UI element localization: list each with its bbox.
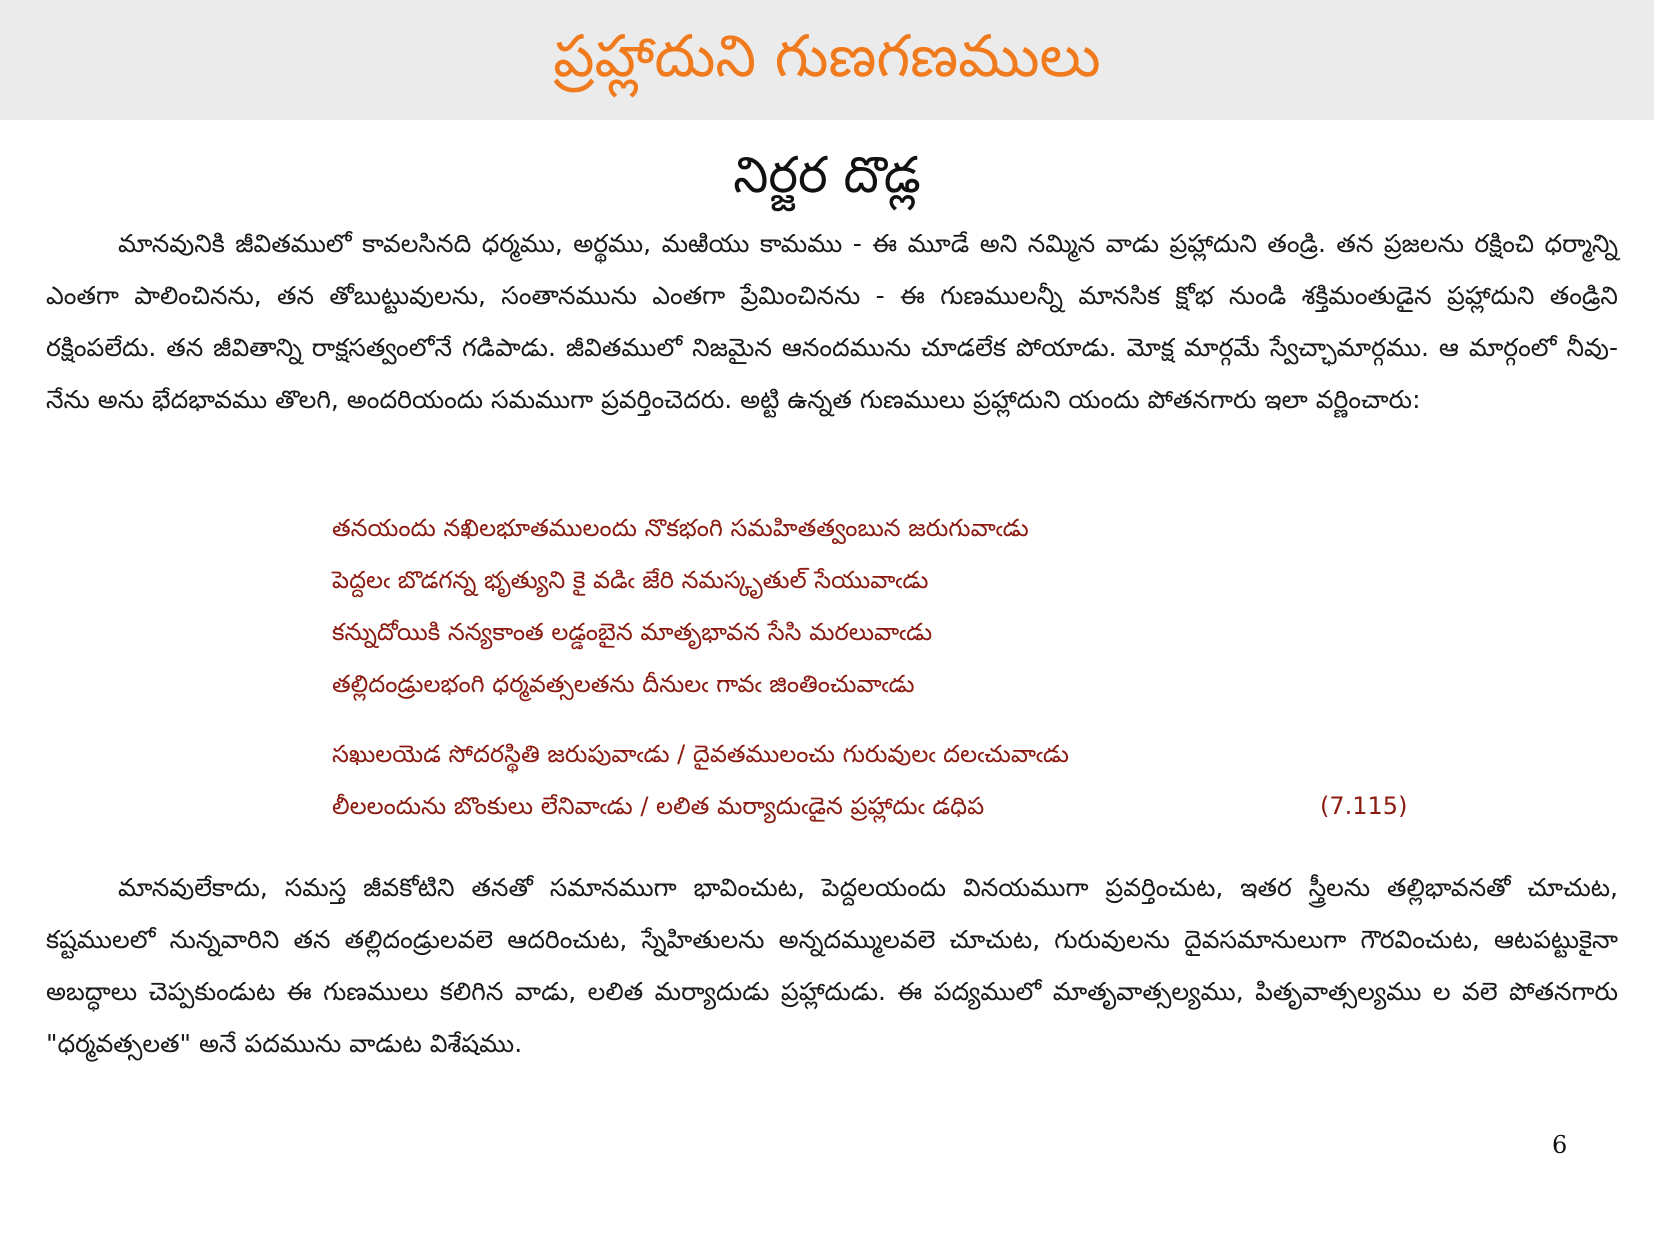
stanza-gap	[332, 710, 1432, 728]
author-name: నిర్జర దొడ్ల	[733, 146, 921, 204]
poem-line: తనయందు నఖిలభూతములందు నొకభంగి సమహితత్వంబున జరుగువాఁడు	[332, 514, 1029, 542]
page-title: ప్రహ్లాదుని గుణగణములు	[553, 22, 1101, 90]
poem-line-last	[332, 780, 1432, 832]
poem-block	[332, 502, 1432, 832]
intro-paragraph: మానవునికి జీవితములో కావలసినది ధర్మము, అర్థము, మఱియు కామము - ఈ మూడే అని నమ్మిన వాడు ప్రహ్లాదుని తండ్రి. తన ప్రజలను రక్షించి ధర్మాన్ని ఎంతగా పాలించినను, తన తోబుట్టువులను, సంతానమును ఎంతగా ప్రేమించినను - ఈ గుణములన్నీ మానసిక క్షోభ నుండి శక్తిమంతుడైన ప్రహ్లాదుని తండ్రిని రక్షింపలేదు. తన జీవితాన్ని రాక్షసత్వంలోనే గడిపాడు. జీవితములో నిజమైన ఆనందమును చూడలేక పోయాడు. మోక్ష మార్గమే స్వేచ్ఛామార్గము. ఆ మార్గంలో నీవు-నేను అను భేదభావము తొలగి, అందరియందు సమముగా ప్రవర్తించెదరు. అట్టి ఉన్నత గుణములు ప్రహ్లాదుని యందు పోతనగారు ఇలా వర్ణించారు:	[46, 229, 1618, 414]
poem-line: పెద్దలఁ బొడగన్న భృత్యుని కై వడిఁ జేరి నమస్కృతుల్ సేయువాఁడు	[332, 566, 929, 594]
verse-reference: (7.115)	[1320, 792, 1408, 820]
commentary-paragraph: మానవులేకాదు, సమస్త జీవకోటిని తనతో సమానముగా భావించుట, పెద్దలయందు వినయముగా ప్రవర్తించుట, ఇతర స్త్రీలను తల్లిభావనతో చూచుట, కష్టములలో నున్నవారిని తన తల్లిదండ్రులవలె ఆదరించుట, స్నేహితులను అన్నదమ్ములవలె చూచుట, గురువులను దైవసమానులుగా గౌరవించుట, ఆటపట్టుకైనా అబద్ధాలు చెప్పకుండుట ఈ గుణములు కలిగిన వాడు, లలిత మర్యాదుడు ప్రహ్లాదుడు. ఈ పద్యములో మాతృవాత్సల్యము, పితృవాత్సల్యము ల వలె పోతనగారు "ధర్మవత్సలత" అనే పదమును వాడుట విశేషము.	[46, 873, 1618, 1058]
poem-line: కన్నుదోయికి నన్యకాంత లడ్డంబైన మాతృభావన సేసి మరలువాఁడు	[332, 618, 933, 646]
poem-line-text: లీలలందును బొంకులు లేనివాఁడు / లలిత మర్యాదుఁడైన ప్రహ్లాదుఁ డధిప	[332, 792, 985, 820]
poem-line: తల్లిదండ్రులభంగి ధర్మవత్సలతను దీనులఁ గావఁ జింతించువాఁడు	[332, 670, 915, 698]
page-number: 6	[1552, 1131, 1568, 1159]
poem-line: సఖులయెడ సోదరస్థితి జరుపువాఁడు / దైవతములంచు గురువులఁ దలఁచువాఁడు	[332, 740, 1069, 768]
